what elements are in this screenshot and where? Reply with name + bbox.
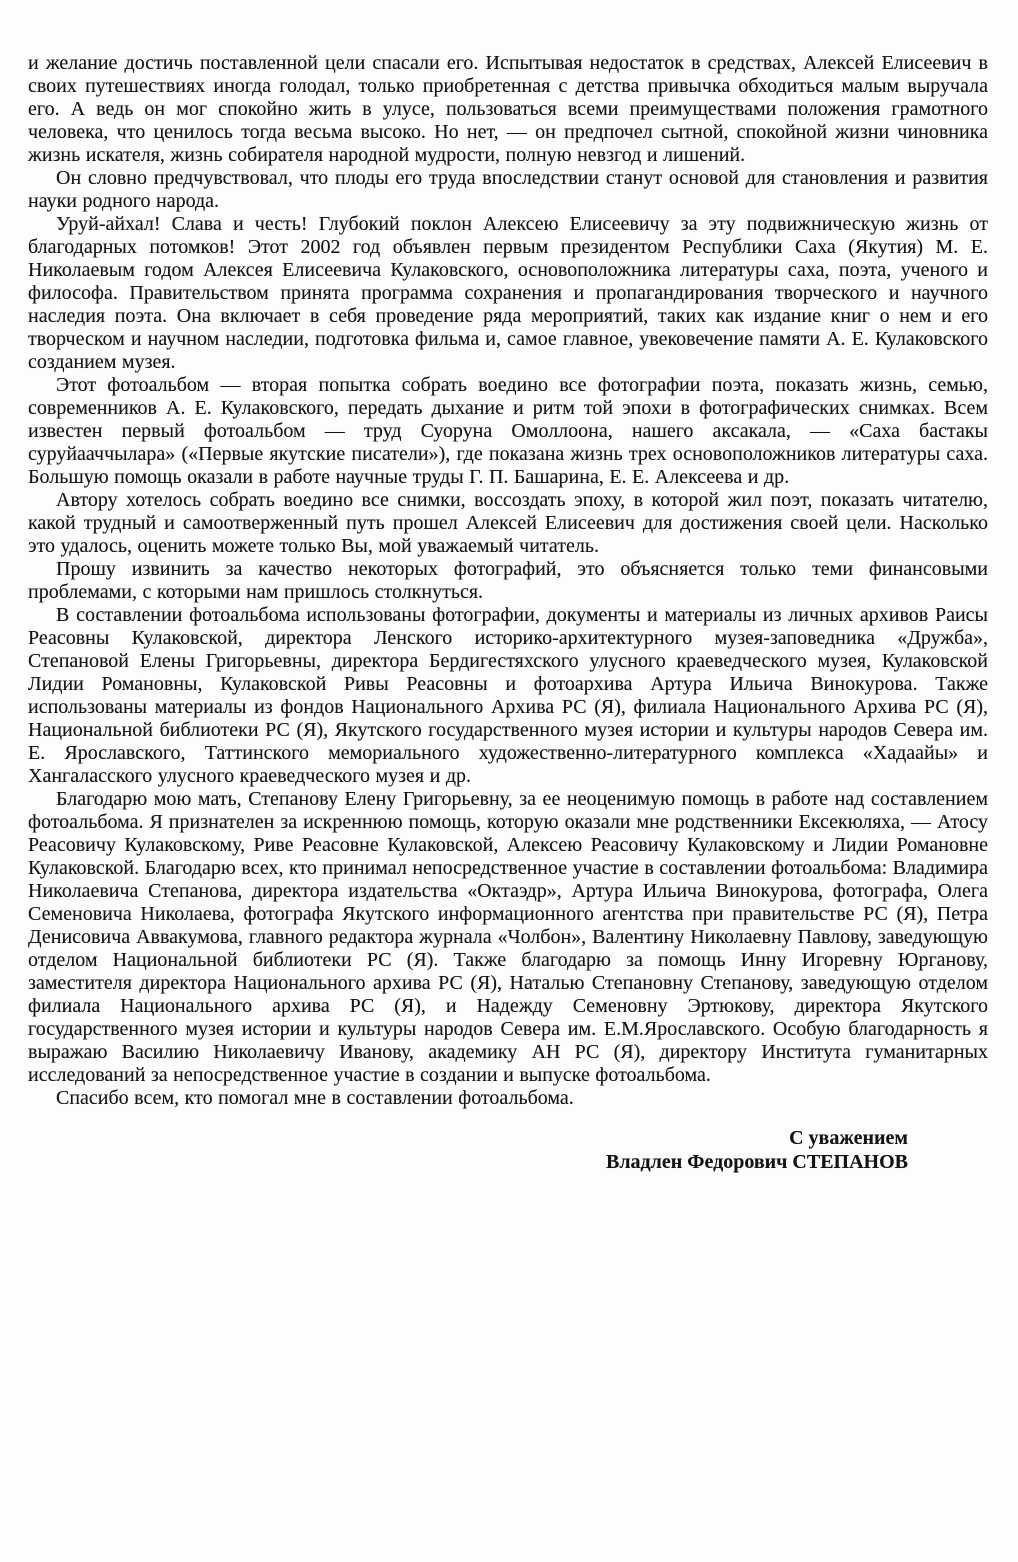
paragraph-foresight: Он словно предчувствовал, что плоды его труда впоследствии станут основой для становления и развития науки родного народа. <box>28 167 988 212</box>
paragraph-uruy-aykhal: Уруй-айхал! Слава и честь! Глубокий поклон Алексею Елисеевичу за эту подвижническую жизнь от благодарных потомков! Этот 2002 год объявлен первым президентом Республики Саха (Якутия) М. Е. Николаевым годом Алексея Елисеевича Кулаковского, основоположника литературы саха, поэта, ученого и философа. Правительством принята программа сохранения и пропагандирования творческого и научного наследия поэта. Она включает в себя проведение ряда мероприятий, таких как издание книг о нем и его творческом и научном наследии, подготовка фильма и, самое главное, увековечение памяти А. Е. Кулаковского созданием музея. <box>28 213 988 373</box>
paragraph-acknowledgments: Благодарю мою мать, Степанову Елену Григорьевну, за ее неоценимую помощь в работе над составлением фотоальбома. Я признателен за искреннюю помощь, которую оказали мне родственники Ексекюляха, — Атосу Реасовичу Кулаковскому, Риве Реасовне Кулаковской, Алексею Реасовичу Кулаковскому и Лидии Романовне Кулаковской. Благодарю всех, кто принимал непосредственное участие в составлении фотоальбома: Владимира Николаевича Степанова, директора издательства «Октаэдр», Артура Ильича Винокурова, фотографа, Олега Семеновича Николаева, фотографа Якутского информационного агентства при правительстве РС (Я), Петра Денисовича Аввакумова, главного редактора журнала «Чолбон», Валентину Николаевну Павлову, заведующую отделом Национальной библиотеки РС (Я). Также благодарю за помощь Инну Игоревну Юрганову, заместителя директора Национального архива РС (Я), Наталью Степановну Степанову, заведующую отделом филиала Национального архива РС (Я), и Надежду Семеновну Эртюкову, директора Якутского государственного музея истории и культуры народов Севера им. Е.М.Ярославского. Особую благодарность я выражаю Василию Николаевичу Иванову, академику АН РС (Я), директору Института гуманитарных исследований за непосредственное участие в создании и выпуске фотоальбома. <box>28 788 988 1086</box>
signature-author-name: Владлен Федорович СТЕПАНОВ <box>605 1151 908 1173</box>
paragraph-photo-quality-apology: Прошу извинить за качество некоторых фотографий, это объясняется только теми финансовыми проблемами, с которыми нам пришлось столкнуться. <box>28 558 988 603</box>
signature-closing: С уважением <box>789 1127 908 1149</box>
paragraph-author-intent: Автору хотелось собрать воедино все снимки, воссоздать эпоху, в которой жил поэт, показать читателю, какой трудный и самоотверженный путь прошел Алексей Елисеевич для достижения своей цели. Насколько это удалось, оценить можете только Вы, мой уважаемый читатель. <box>28 489 988 557</box>
paragraph-photoalbum-second-attempt: Этот фотоальбом — вторая попытка собрать воедино все фотографии поэта, показать жизнь, семью, современников А. Е. Кулаковского, передать дыхание и ритм той эпохи в фотографических снимках. Всем известен первый фотоальбом — труд Суоруна Омоллоона, нашего аксакала, — «Саха бастакы суруйааччылара» («Первые якутские писатели»), где показана жизнь трех основоположников литературы саха. Большую помощь оказали в работе научные труды Г. П. Башарина, Е. Е. Алексеева и др. <box>28 374 988 488</box>
preface-text-block <box>28 52 988 1110</box>
paragraph-sources-archives: В составлении фотоальбома использованы фотографии, документы и материалы из личных архивов Раисы Реасовны Кулаковской, директора Ленского историко-архитектурного музея-заповедника «Дружба», Степановой Елены Григорьевны, директора Бердигестяхского улусного краеведческого музея, Кулаковской Лидии Романовны, Кулаковской Ривы Реасовны и фотоархива Артура Ильича Винокурова. Также использованы материалы из фондов Национального Архива РС (Я), филиала Национального Архива РС (Я), Национальной библиотеки РС (Я), Якутского государственного музея истории и культуры народов Севера им. Е. Ярославского, Таттинского мемориального художественно-литературного комплекса «Хадаайы» и Хангаласского улусного краеведческого музея и др. <box>28 604 988 787</box>
paragraph-continuation: и желание достичь поставленной цели спасали его. Испытывая недостаток в средствах, Алексей Елисеевич в своих путешествиях иногда голодал, только приобретенная с детства привычка обходиться малым выручала его. А ведь он мог спокойно жить в улусе, пользоваться всеми преимуществами положения грамотного человека, что ценилось тогда весьма высоко. Но нет, — он предпочел сытной, спокойной жизни чиновника жизнь искателя, жизнь собирателя народной мудрости, полную невзгод и лишений. <box>28 52 988 166</box>
signature-block <box>28 1126 988 1174</box>
paragraph-thanks-all: Спасибо всем, кто помогал мне в составлении фотоальбома. <box>56 1087 574 1109</box>
